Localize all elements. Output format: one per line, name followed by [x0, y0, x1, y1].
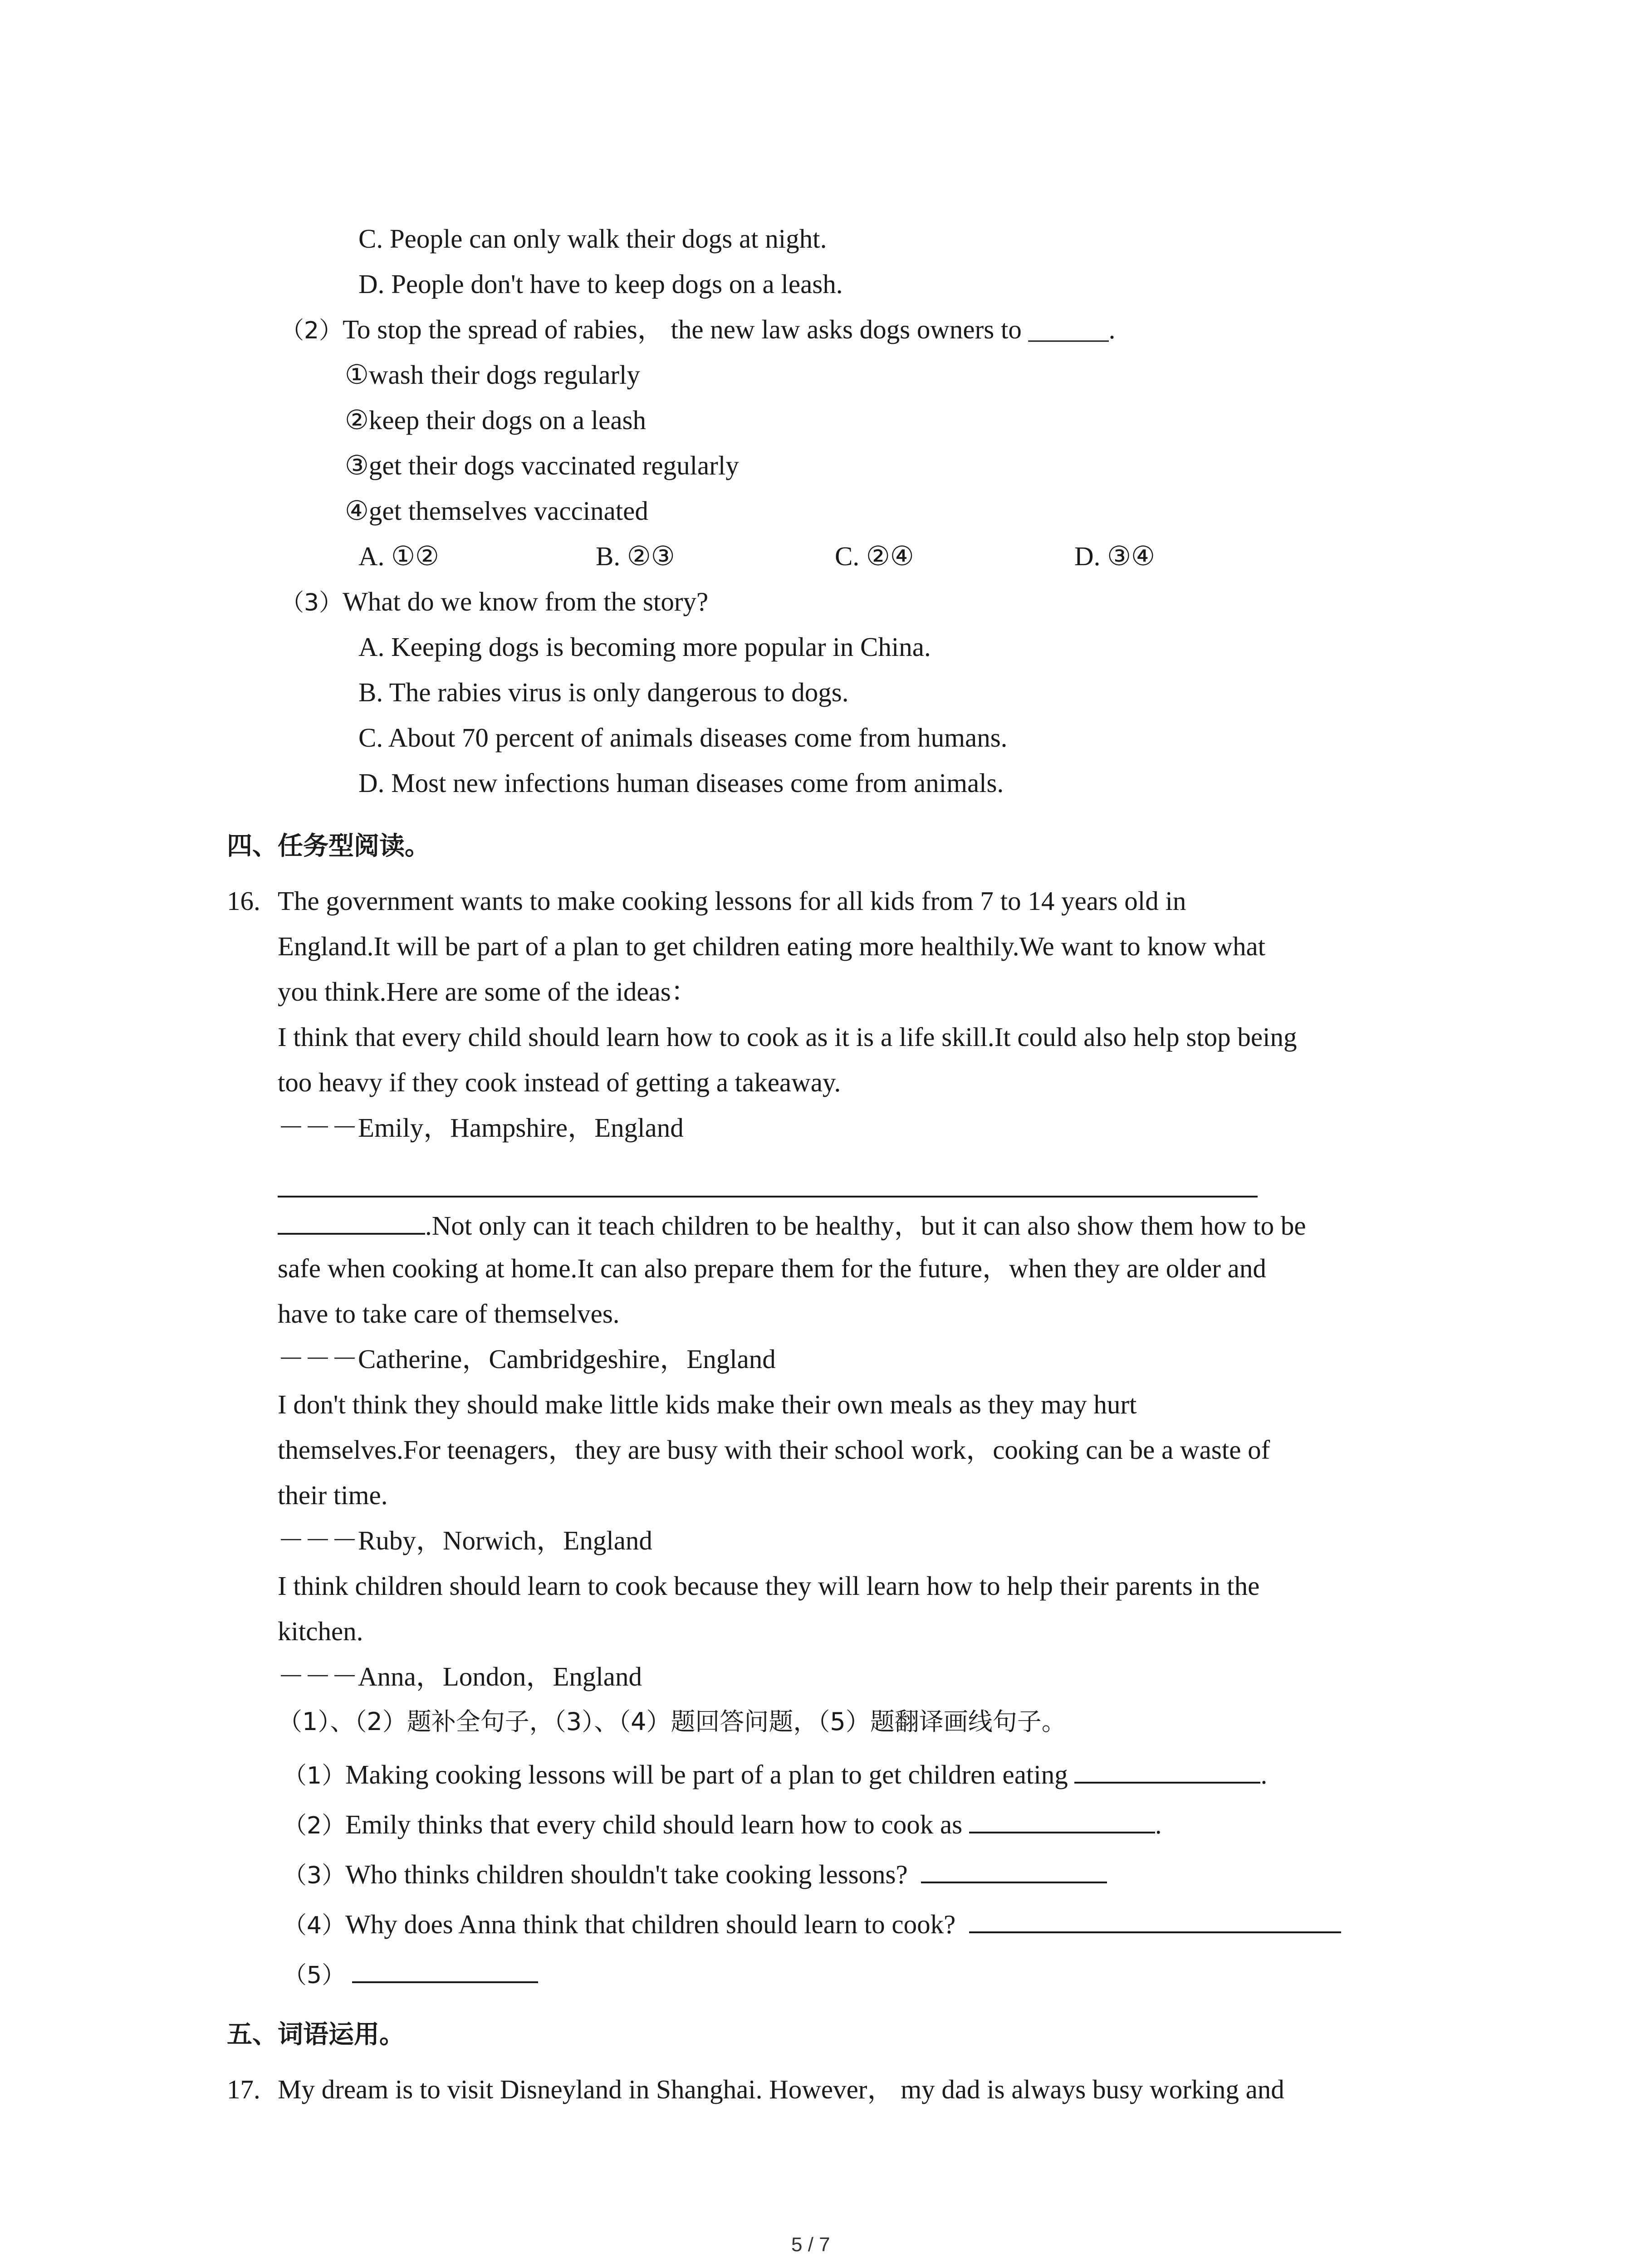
- question-3: （3）Who thinks children shouldn't take cooking lessons?: [283, 1853, 1107, 1894]
- answer-line: [278, 1196, 1258, 1198]
- passage-line: My dream is to visit Disneyland in Shanghai. However， my dad is always busy working and: [278, 2074, 1284, 2104]
- passage-line: safe when cooking at home.It can also prepare them for the future，when they are older and: [278, 1253, 1266, 1283]
- answer-blank[interactable]: [921, 1853, 1107, 1883]
- answer-blank[interactable]: [1074, 1754, 1260, 1784]
- option-c: C. About 70 percent of animals diseases come from humans.: [358, 723, 1008, 753]
- signature-ruby: －－－Ruby，Norwich，England: [278, 1525, 652, 1555]
- choice-a: A. ①②: [358, 541, 439, 571]
- question-5: （5）: [283, 1953, 538, 1994]
- choice-b: B. ②③: [596, 541, 675, 571]
- sub-question-number: （2）: [280, 317, 343, 344]
- answer-blank[interactable]: [969, 1804, 1155, 1833]
- choice-c: C. ②④: [835, 541, 914, 571]
- statement-item: ③get their dogs vaccinated regularly: [345, 450, 739, 480]
- passage-line: I think that every child should learn how to cook as it is a life skill.It could also help stop being: [278, 1022, 1297, 1052]
- q15-sub3: [280, 583, 708, 621]
- page-number: 5 / 7: [791, 2234, 830, 2256]
- q15-sub2: [280, 311, 1115, 349]
- passage-line: their time.: [278, 1480, 388, 1510]
- answer-blank[interactable]: [352, 1953, 538, 1983]
- passage-line: I don't think they should make little kids make their own meals as they may hurt: [278, 1389, 1137, 1419]
- instructions: （1）、（2）题补全句子，（3）、（4）题回答问题，（5）题翻译画线句子。: [278, 1707, 1066, 1736]
- signature-anna: －－－Anna，London，England: [278, 1662, 642, 1691]
- blank-line: [278, 1205, 425, 1235]
- signature-catherine: －－－Catherine，Cambridgeshire，England: [278, 1344, 776, 1374]
- section-heading-5: 五、词语运用。: [227, 2020, 405, 2049]
- passage-line: you think.Here are some of the ideas：: [278, 977, 698, 1007]
- sub-question-stem: What do we know from the story?: [343, 587, 709, 616]
- option-a: A. Keeping dogs is becoming more popular in China.: [358, 632, 931, 662]
- section-heading-4: 四、任务型阅读。: [227, 831, 430, 861]
- passage-line: .Not only can it teach children to be healthy，but it can also show them how to be: [278, 1205, 1306, 1244]
- sub-question-stem: To stop the spread of rabies， the new law asks dogs owners to ______.: [343, 314, 1116, 344]
- passage-line: themselves.For teenagers，they are busy with their school work，cooking can be a waste of: [278, 1435, 1270, 1465]
- answer-blank[interactable]: [969, 1903, 1341, 1933]
- statement-item: ②keep their dogs on a leash: [345, 405, 647, 435]
- question-number-17: 17.: [227, 2074, 260, 2104]
- option-d: D. Most new infections human diseases come from animals.: [358, 768, 1004, 798]
- choice-d: D. ③④: [1074, 541, 1155, 571]
- statement-item: ④get themselves vaccinated: [345, 496, 648, 526]
- question-1: （1）Making cooking lessons will be part of a plan to get children eating .: [283, 1754, 1267, 1794]
- sub-question-number: （3）: [280, 589, 343, 616]
- passage-line: too heavy if they cook instead of getting a takeaway.: [278, 1067, 841, 1097]
- statement-item: ①wash their dogs regularly: [345, 360, 640, 390]
- signature-emily: －－－Emily，Hampshire，England: [278, 1113, 684, 1143]
- passage-line: England.It will be part of a plan to get children eating more healthily.We want to know what: [278, 931, 1266, 961]
- passage-line: kitchen.: [278, 1616, 363, 1646]
- passage-line: have to take care of themselves.: [278, 1299, 620, 1329]
- q15-option-d: D. People don't have to keep dogs on a leash.: [358, 269, 843, 299]
- question-4: （4）Why does Anna think that children should learn to cook?: [283, 1903, 1341, 1944]
- option-b: B. The rabies virus is only dangerous to dogs.: [358, 677, 849, 707]
- question-2: （2）Emily thinks that every child should learn how to cook as .: [283, 1804, 1162, 1844]
- passage-line: I think children should learn to cook because they will learn how to help their parents in the: [278, 1571, 1260, 1601]
- passage-line: The government wants to make cooking lessons for all kids from 7 to 14 years old in: [278, 886, 1186, 916]
- question-number-16: 16.: [227, 886, 260, 916]
- q15-option-c: C. People can only walk their dogs at night.: [358, 224, 827, 254]
